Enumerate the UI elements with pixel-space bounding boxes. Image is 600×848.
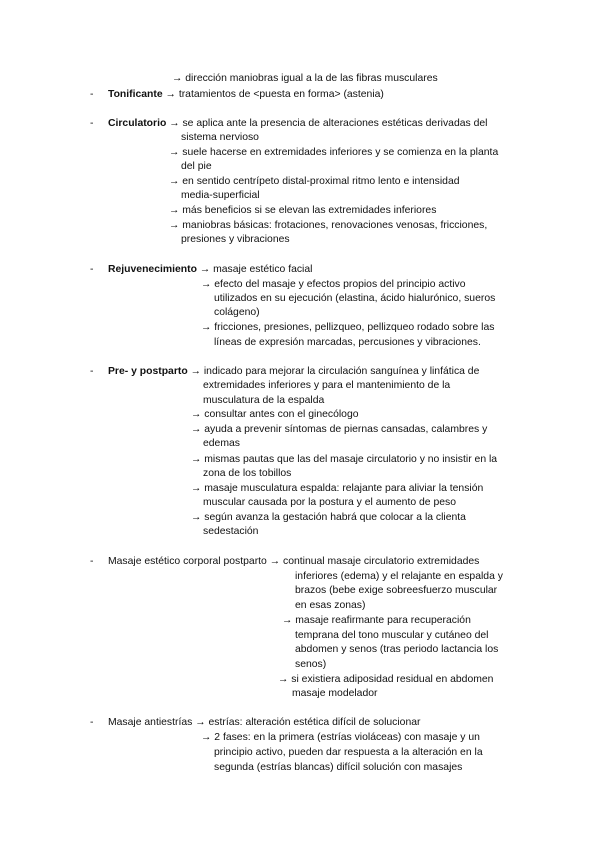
arrow-icon: → <box>201 279 212 290</box>
text-line: masaje modelador <box>292 688 378 699</box>
corporalpostparto-entry: Masaje estético corporal postparto → continual masaje circulatorio extremidades <box>108 556 480 567</box>
bullet-dash: - <box>90 366 94 377</box>
circulatorio-item: → más beneficios si se elevan las extremidades inferiores <box>169 205 437 216</box>
term-preypostparto: Pre- y postparto <box>108 366 188 377</box>
text-line: segunda (estrías blancas) difícil solución con masajes <box>214 762 463 773</box>
term-circulatorio: Circulatorio <box>108 118 167 129</box>
continuation-line: → dirección maniobras igual a la de las fibras musculares <box>172 73 438 84</box>
text-line: sistema nervioso <box>181 132 259 143</box>
term-corporalpostparto: Masaje estético corporal postparto <box>108 556 267 567</box>
rejuvenecimiento-item: → efecto del masaje y efectos propios del principio activo <box>201 279 466 290</box>
circulatorio-item: → en sentido centrípeto distal-proximal ritmo lento e intensidad <box>169 176 460 187</box>
arrow-icon: → <box>169 205 180 216</box>
rejuvenecimiento-entry: Rejuvenecimiento → masaje estético facial <box>108 264 313 275</box>
text-line: colágeno) <box>214 307 260 318</box>
term-tonificante: Tonificante <box>108 89 163 100</box>
text-line: presiones y vibraciones <box>181 234 290 245</box>
text-line: musculatura de la espalda <box>203 395 325 406</box>
preypostparto-item: → masaje musculatura espalda: relajante para aliviar la tensión <box>191 483 484 494</box>
text-line: brazos (bebe exige sobreesfuerzo muscular <box>295 585 498 596</box>
arrow-icon: → <box>169 220 180 231</box>
arrow-icon: → <box>191 512 202 523</box>
arrow-icon: → <box>282 615 293 626</box>
arrow-icon: → <box>169 176 180 187</box>
antiestrias-item: → 2 fases: en la primera (estrías violáceas) con masaje y un <box>201 732 480 743</box>
circulatorio-item: → suele hacerse en extremidades inferiores y se comienza en la planta <box>169 147 499 158</box>
arrow-icon: → <box>195 717 206 728</box>
text-line: edemas <box>203 438 240 449</box>
arrow-icon: → <box>165 89 176 100</box>
text-line: abdomen y senos (tras periodo lactancia los <box>295 644 499 655</box>
text-line: utilizados en su ejecución (elastina, ácido hialurónico, sueros <box>214 293 496 304</box>
bullet-dash: - <box>90 89 94 100</box>
arrow-icon: → <box>191 483 202 494</box>
text-line: del pie <box>181 161 212 172</box>
text-line: líneas de expresión marcadas, percusiones y vibraciones. <box>214 337 481 348</box>
arrow-icon: → <box>172 73 183 84</box>
rejuvenecimiento-item: → fricciones, presiones, pellizqueo, pellizqueo rodado sobre las <box>201 322 495 333</box>
circulatorio-entry: Circulatorio → se aplica ante la presencia de alteraciones estéticas derivadas del <box>108 118 488 129</box>
text-line: zona de los tobillos <box>203 468 292 479</box>
corporalpostparto-item: → si existiera adiposidad residual en abdomen <box>278 674 494 685</box>
arrow-icon: → <box>201 732 212 743</box>
term-antiestrias: Masaje antiestrías <box>108 717 193 728</box>
bullet-dash: - <box>90 264 94 275</box>
preypostparto-item: → consultar antes con el ginecólogo <box>191 409 359 420</box>
preypostparto-entry: Pre- y postparto → indicado para mejorar la circulación sanguínea y linfática de <box>108 366 480 377</box>
bullet-dash: - <box>90 556 94 567</box>
bullet-dash: - <box>90 118 94 129</box>
tonificante-entry: Tonificante → tratamientos de <puesta en forma> (astenia) <box>108 89 384 100</box>
preypostparto-item: → según avanza la gestación habrá que colocar a la clienta <box>191 512 466 523</box>
antiestrias-entry: Masaje antiestrías → estrías: alteración estética difícil de solucionar <box>108 717 421 728</box>
text-line: inferiores (edema) y el relajante en espalda y <box>295 571 503 582</box>
preypostparto-item: → mismas pautas que las del masaje circulatorio y no insistir en la <box>191 454 498 465</box>
arrow-icon: → <box>191 409 202 420</box>
text-line: extremidades inferiores y para el mantenimiento de la <box>203 380 451 391</box>
text-line: media-superficial <box>181 190 260 201</box>
arrow-icon: → <box>169 118 180 129</box>
arrow-icon: → <box>191 424 202 435</box>
text-line: senos) <box>295 659 327 670</box>
arrow-icon: → <box>199 264 211 275</box>
text-line: principio activo, pueden dar respuesta a la alteración en la <box>214 747 483 758</box>
bullet-dash: - <box>90 717 94 728</box>
arrow-icon: → <box>191 454 202 465</box>
arrow-icon: → <box>190 366 201 377</box>
arrow-icon: → <box>278 674 289 685</box>
text-line: temprana del tono muscular y cutáneo del <box>295 630 489 641</box>
arrow-icon: → <box>269 556 281 567</box>
text-line: sedestación <box>203 526 259 537</box>
arrow-icon: → <box>201 322 212 333</box>
term-rejuvenecimiento: Rejuvenecimiento <box>108 264 197 275</box>
text-line: en esas zonas) <box>295 600 366 611</box>
arrow-icon: → <box>169 147 180 158</box>
preypostparto-item: → ayuda a prevenir síntomas de piernas cansadas, calambres y <box>191 424 488 435</box>
corporalpostparto-item: → masaje reafirmante para recuperación <box>282 615 471 626</box>
text-line: muscular causada por la postura y el aumento de peso <box>203 497 456 508</box>
circulatorio-item: → maniobras básicas: frotaciones, renovaciones venosas, fricciones, <box>169 220 488 231</box>
